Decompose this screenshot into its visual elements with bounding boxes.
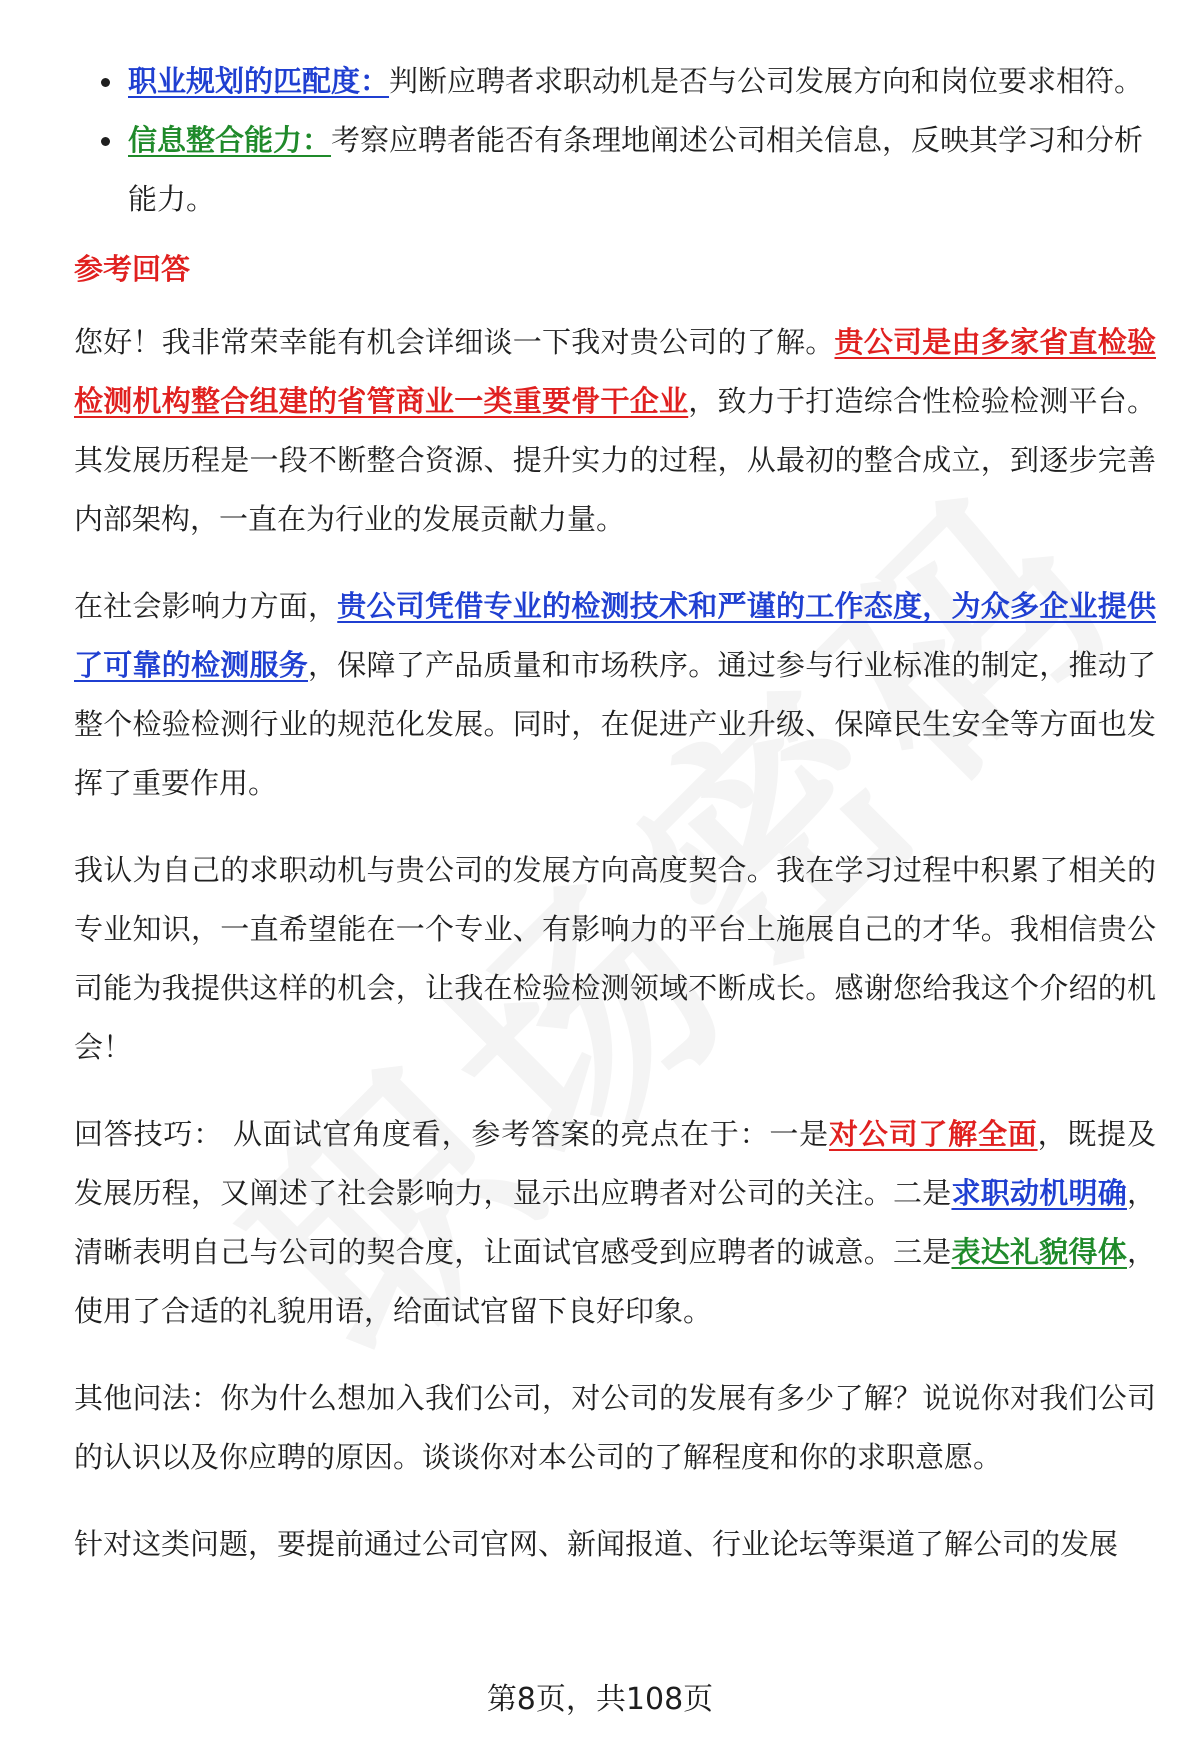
bullet-dot-icon bbox=[101, 78, 110, 87]
list-item-career-match bbox=[74, 52, 1156, 111]
info-integration-text: 考察应聘者能否有条理地阐述公司相关信息，反映其学习和分析能力。 bbox=[128, 123, 1144, 216]
bullet-dot-icon bbox=[101, 137, 110, 146]
tips-text-2: ，既提及发展历程，又阐述了社会影响力，显示出应聘者对公司的关注。二是 bbox=[74, 1117, 1156, 1210]
answer-paragraph-1 bbox=[74, 313, 1156, 549]
tips-highlight-1: 对公司了解全面 bbox=[828, 1117, 1038, 1151]
answer-p1-intro: 您好！我非常荣幸能有机会详细谈一下我对贵公司的了解。 bbox=[74, 325, 835, 359]
answer-p1-rest: ，致力于打造综合性检验检测平台。其发展历程是一段不断整合资源、提升实力的过程，从最初的整合成立，到逐步完善内部架构，一直在为行业的发展贡献力量。 bbox=[74, 384, 1156, 536]
page-number: 第8页，共108页 bbox=[486, 1682, 714, 1717]
answer-p1-highlight: 贵公司是由多家省直检验检测机构整合组建的省管商业一类重要骨干企业 bbox=[74, 325, 1156, 418]
tips-text-4: ，使用了合适的礼貌用语，给面试官留下良好印象。 bbox=[74, 1235, 1156, 1328]
answer-paragraph-2 bbox=[74, 577, 1156, 813]
info-integration-label: 信息整合能力： bbox=[128, 123, 332, 157]
tips-highlight-2: 求职动机明确 bbox=[951, 1176, 1127, 1210]
answer-tips-paragraph bbox=[74, 1105, 1156, 1341]
page-content bbox=[74, 52, 1156, 1574]
answer-p2-intro: 在社会影响力方面， bbox=[74, 589, 338, 623]
advice-paragraph: 针对这类问题，要提前通过公司官网、新闻报道、行业论坛等渠道了解公司的发展 bbox=[74, 1527, 1119, 1561]
answer-p2-rest: ，保障了产品质量和市场秩序。通过参与行业标准的制定，推动了整个检验检测行业的规范化发展。同时，在促进产业升级、保障民生安全等方面也发挥了重要作用。 bbox=[74, 648, 1156, 800]
reference-answer-heading: 参考回答 bbox=[74, 252, 191, 286]
career-match-label: 职业规划的匹配度： bbox=[128, 64, 390, 98]
list-item-info-integration bbox=[74, 111, 1156, 229]
tips-highlight-3: 表达礼貌得体 bbox=[951, 1235, 1127, 1269]
answer-paragraph-3: 我认为自己的求职动机与贵公司的发展方向高度契合。我在学习过程中积累了相关的专业知识，一直希望能在一个专业、有影响力的平台上施展自己的才华。我相信贵公司能为我提供这样的机会，让我在检验检测领域不断成长。感谢您给我这个介绍的机会！ bbox=[74, 853, 1156, 1064]
tips-text-3: ，清晰表明自己与公司的契合度，让面试官感受到应聘者的诚意。三是 bbox=[74, 1176, 1156, 1269]
answer-p2-highlight: 贵公司凭借专业的检测技术和严谨的工作态度，为众多企业提供了可靠的检测服务 bbox=[74, 589, 1156, 682]
other-questions-paragraph: 其他问法：你为什么想加入我们公司，对公司的发展有多少了解？说说你对我们公司的认识以及你应聘的原因。谈谈你对本公司的了解程度和你的求职意愿。 bbox=[74, 1381, 1156, 1474]
tips-intro: 回答技巧： 从面试官角度看，参考答案的亮点在于：一是 bbox=[74, 1117, 829, 1151]
career-match-text: 判断应聘者求职动机是否与公司发展方向和岗位要求相符。 bbox=[389, 64, 1144, 98]
evaluation-points-list bbox=[74, 52, 1156, 229]
